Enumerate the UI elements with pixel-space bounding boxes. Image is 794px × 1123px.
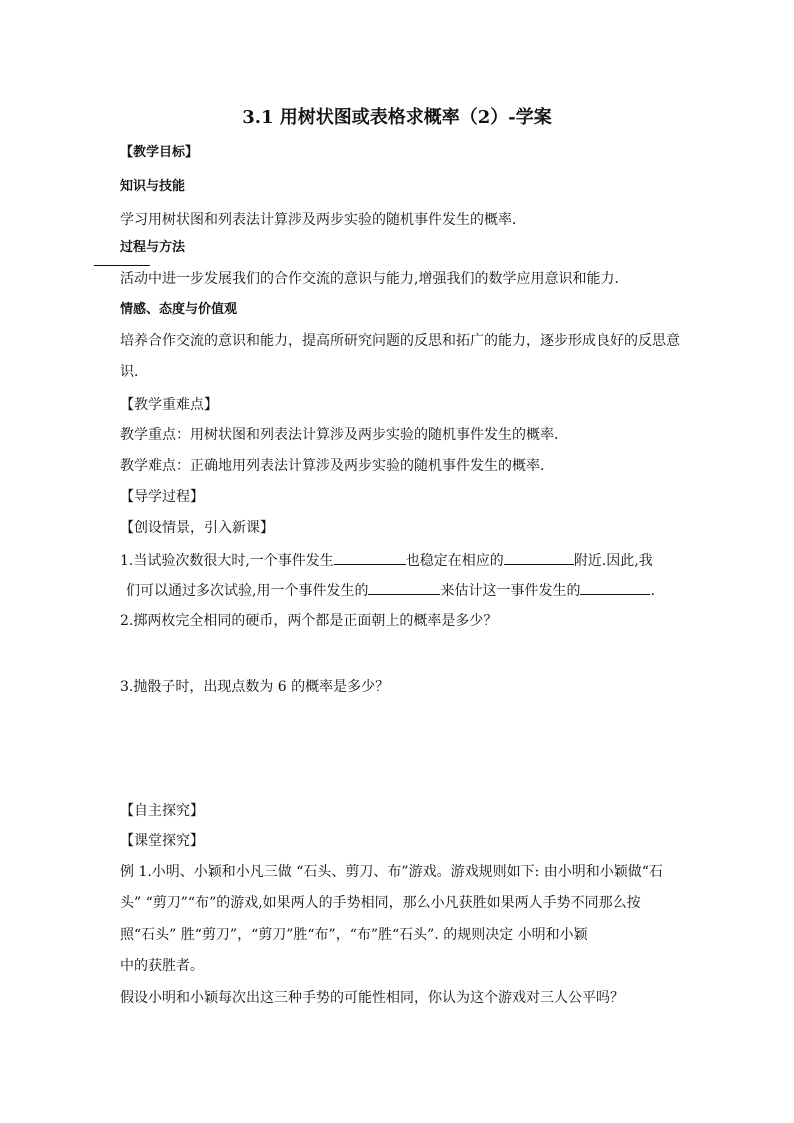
blank-2 — [504, 550, 574, 565]
process-heading: 过程与方法 — [120, 240, 186, 255]
knowledge-heading: 知识与技能 — [120, 179, 186, 194]
process-text: 活动中进一步发展我们的合作交流的意识与能力,增强我们的数学应用意识和能力. — [120, 271, 619, 287]
q1-text-a: 1.当试验次数很大时,一个事件发生 — [120, 553, 334, 569]
question-3: 3.抛骰子时，出现点数为 6 的概率是多少？ — [120, 679, 390, 695]
q1-text-c: 附近.因此,我 — [573, 553, 653, 569]
page-title: 3.1 用树状图或表格求概率（2）-学案 — [242, 107, 552, 128]
example-1-line-4: 中的获胜者。 — [120, 958, 204, 974]
q1-text-b: 也稳定在相应的 — [405, 553, 504, 569]
emotion-text-2: 识． — [120, 364, 148, 380]
objectives-heading: 【教学目标】 — [120, 145, 199, 160]
intro-heading: 【创设情景，引入新课】 — [120, 520, 274, 536]
q1-text-f: . — [650, 583, 655, 599]
self-explore-heading: 【自主探究】 — [120, 803, 204, 819]
emotion-heading: 情感、态度与价值观 — [120, 302, 238, 317]
divider-rule — [94, 265, 150, 266]
blank-1 — [334, 550, 406, 565]
class-explore-heading: 【课堂探究】 — [120, 833, 204, 849]
example-1-line-3: 照“石头” 胜“剪刀”，“剪刀”胜“布”，“布”胜“石头”. 的规则决定 小明和小颖 — [120, 927, 588, 943]
difficult-point: 教学难点：正确地用列表法计算涉及两步实验的随机事件发生的概率． — [120, 458, 554, 474]
knowledge-text: 学习用树状图和列表法计算涉及两步实验的随机事件发生的概率． — [120, 212, 526, 228]
question-1-line-1 — [120, 550, 653, 571]
key-point: 教学重点：用树状图和列表法计算涉及两步实验的随机事件发生的概率． — [120, 427, 568, 443]
example-1-line-1: 例 1.小明、小颖和小凡三做 “石头、剪刀、布”游戏。游戏规则如下: 由小明和小颖做“石 — [120, 864, 663, 880]
example-1-question: 假设小明和小颖每次出这三种手势的可能性相同，你认为这个游戏对三人公平吗？ — [120, 990, 624, 1006]
blank-4 — [580, 580, 650, 595]
emotion-text-1: 培养合作交流的意识和能力，提高所研究问题的反思和拓广的能力，逐步形成良好的反思意 — [120, 333, 680, 349]
guide-heading: 【导学过程】 — [120, 489, 204, 505]
example-1-line-2: 头” “剪刀”“布”的游戏,如果两人的手势相同，那么小凡获胜如果两人手势不同那么按 — [120, 895, 641, 911]
keypoints-heading: 【教学重难点】 — [120, 397, 218, 413]
question-2: 2.掷两枚完全相同的硬币，两个都是正面朝上的概率是多少？ — [120, 613, 498, 629]
q1-text-d: 们可以通过多次试验,用一个事件发生的 — [126, 583, 369, 599]
q1-text-e: 来估计这一事件发生的 — [440, 583, 581, 599]
blank-3 — [368, 580, 440, 595]
question-1-line-2 — [126, 580, 655, 601]
